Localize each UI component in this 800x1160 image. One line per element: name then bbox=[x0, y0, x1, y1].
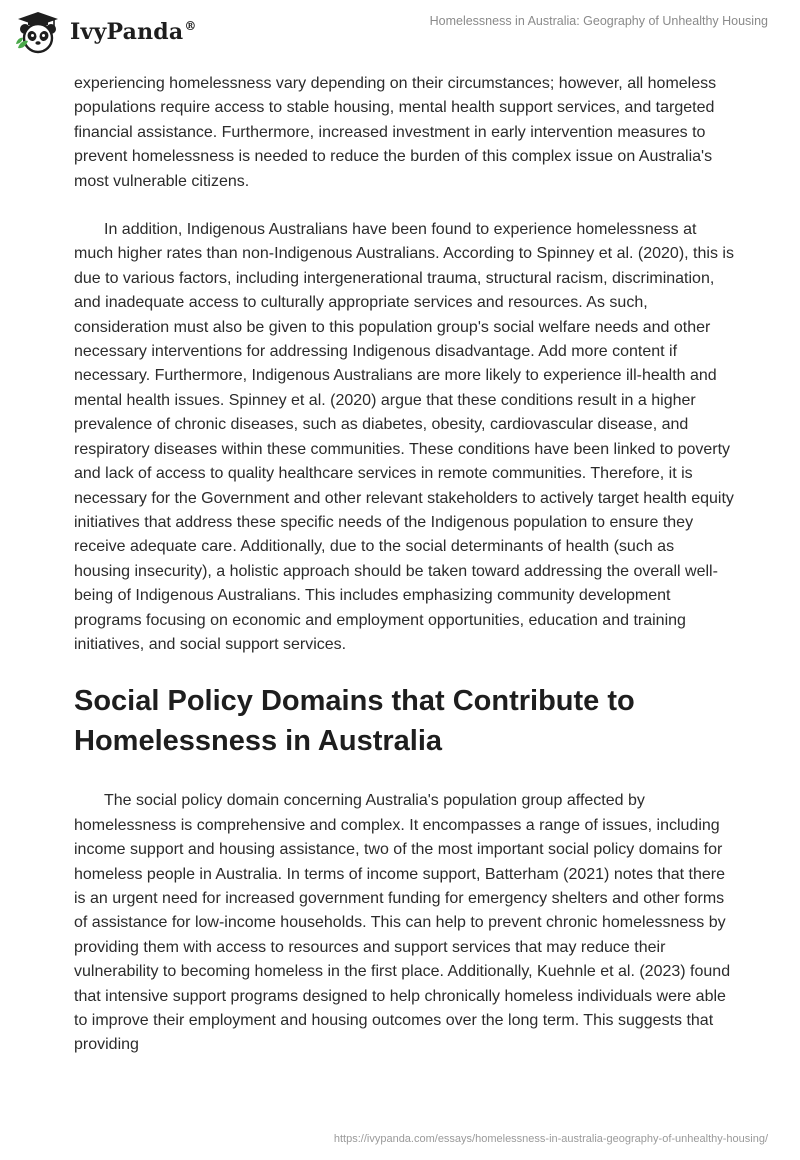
document-title: Homelessness in Australia: Geography of Unhealthy Housing bbox=[429, 14, 768, 28]
brand-logo[interactable] bbox=[14, 8, 197, 56]
paragraph-social-policy: The social policy domain concerning Australia's population group affected by homelessness is comprehensive and complex. It encompasses a range of issues, including income support and housing assistance, two of the most important social policy domains for homeless people in Australia. In terms of income support, Batterham (2021) notes that there is an urgent need for increased government funding for emergency shelters and other forms of assistance for low-income households. This can help to prevent chronic homelessness by providing them with access to resources and support services that may reduce their vulnerability to becoming homeless in the first place. Additionally, Kuehnle et al. (2023) found that intensive support programs designed to help chronically homeless individuals were able to improve their employment and housing outcomes over the long term. This suggests that providing bbox=[74, 792, 731, 1054]
registered-mark: ® bbox=[184, 19, 197, 33]
brand-name: IvyPanda® bbox=[70, 19, 197, 45]
paragraph-continued: experiencing homelessness vary depending on their circumstances; however, all homeless populations require access to stable housing, mental health support services, and targeted financial assistance. Furthermore, increased investment in early intervention measures to prevent homelessness is needed to reduce the burden of this complex issue on Australia's most vulnerable citizens. bbox=[74, 75, 717, 190]
source-url[interactable]: https://ivypanda.com/essays/homelessness-in-australia-geography-of-unhealthy-housing/ bbox=[333, 1133, 768, 1145]
panda-graduate-icon bbox=[14, 8, 62, 56]
article-body bbox=[74, 72, 734, 1058]
page-header bbox=[0, 0, 800, 64]
paragraph-indigenous: In addition, Indigenous Australians have been found to experience homelessness at much higher rates than non-Indigenous Australians. According to Spinney et al. (2020), this is due to various factors, including intergenerational trauma, structural racism, discrimination, and inadequate access to culturally appropriate services and resources. As such, consideration must also be given to this population group's social welfare needs and other necessary interventions for addressing Indigenous disadvantage. Add more content if necessary. Furthermore, Indigenous Australians are more likely to experience ill-health and mental health issues. Spinney et al. (2020) argue that these conditions result in a higher prevalence of chronic diseases, such as diabetes, obesity, cardiovascular disease, and respiratory diseases within these communities. These conditions have been linked to poverty and lack of access to quality healthcare services in remote communities. Therefore, it is necessary for the Government and other relevant stakeholders to actively target health equity initiatives that address these specific needs of the Indigenous population to ensure they receive adequate care. Additionally, due to the social determinants of health (such as housing insecurity), a holistic approach should be taken toward addressing the overall well-being of Indigenous Australians. This includes emphasizing community development programs focusing on economic and employment opportunities, education and training initiatives, and social support services. bbox=[74, 221, 734, 653]
section-heading: Social Policy Domains that Contribute to Homelessness in Australia bbox=[74, 685, 635, 758]
